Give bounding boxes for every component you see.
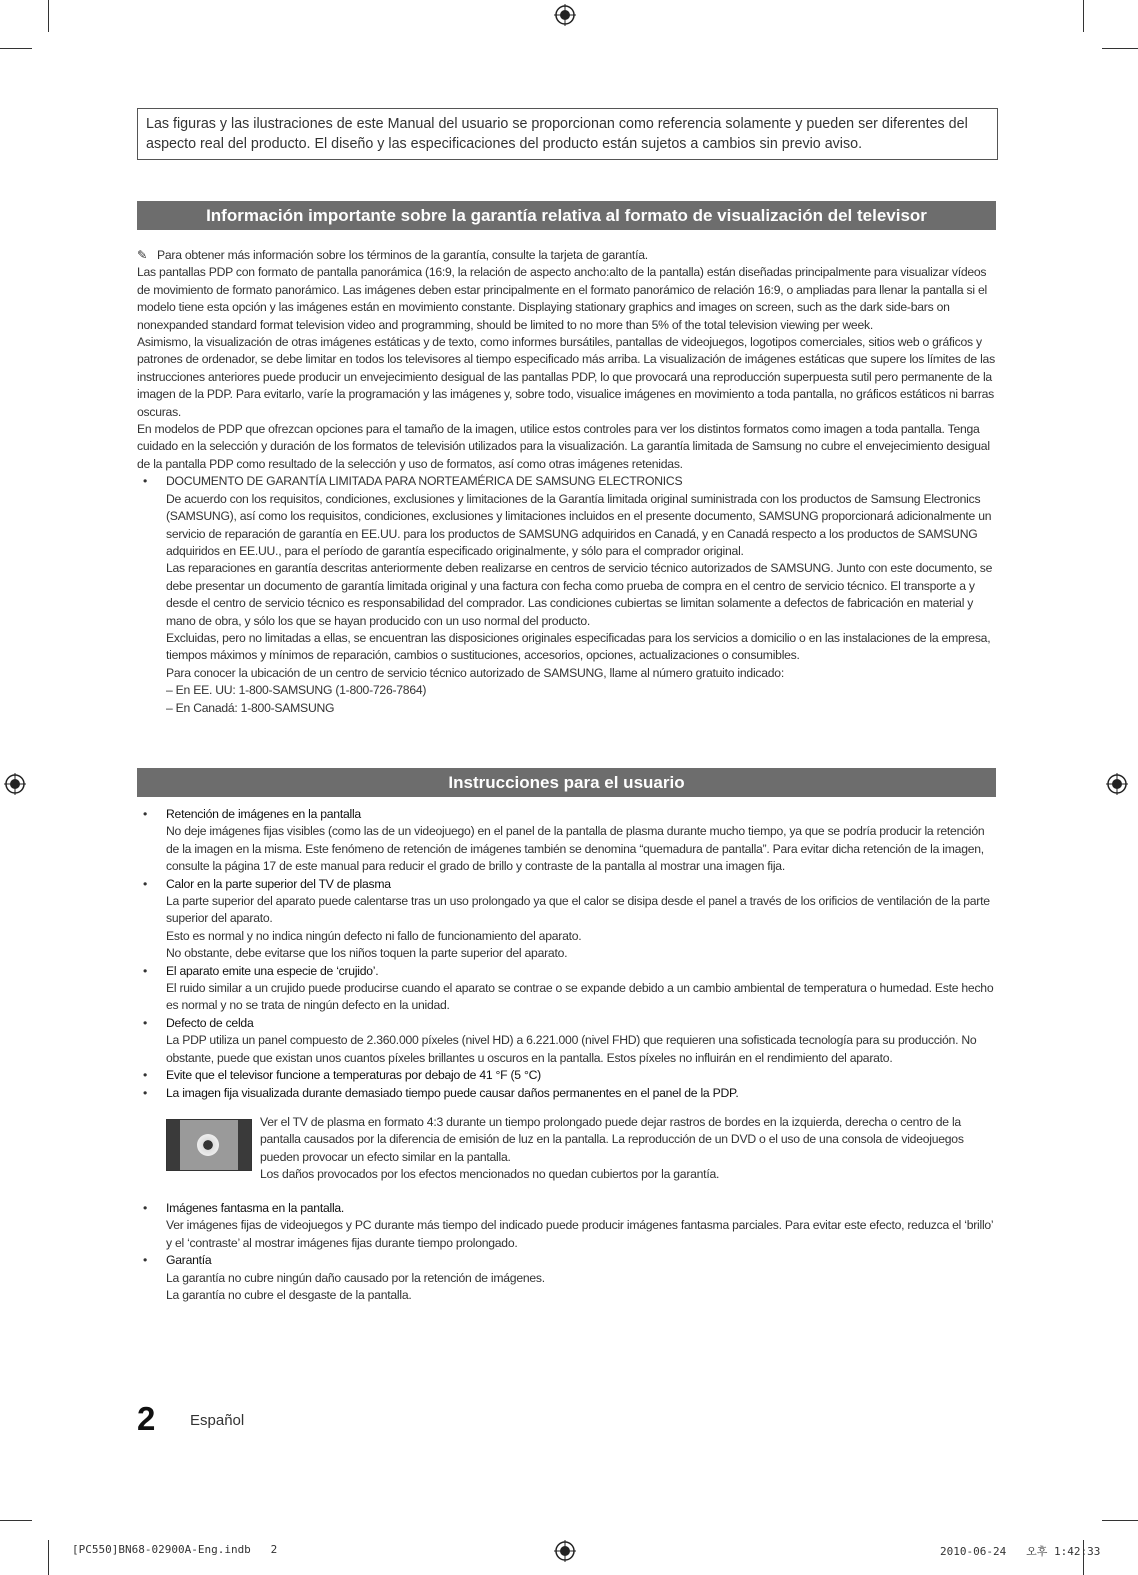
registration-mark-icon: [554, 1540, 576, 1562]
crop-mark: [1102, 1520, 1138, 1521]
item-title: Calor en la parte superior del TV de plasma: [166, 876, 391, 891]
item-title: Imágenes fantasma en la pantalla.: [166, 1200, 345, 1215]
bullet-icon: •: [143, 1085, 148, 1100]
phone-canada: – En Canadá: 1-800-SAMSUNG: [166, 700, 335, 715]
item-body: Ver imágenes fijas de videojuegos y PC durante más tiempo del indicado puede producir imágenes fantasma parciales. Para evitar este efecto, reduzca el ‘brillo’ y el ‘contraste’ al mostrar imágenes fijas durante tiempo prolongado.: [166, 1218, 993, 1250]
bullet-paragraph: Excluidas, pero no limitadas a ellas, se encuentran las disposiciones originales especificadas para los servicios a domicilio o en las instalaciones de la empresa, tiempos máximos y mínimos de reparación, cambios o sustituciones, accesorios, opciones, actualizaciones o consumibles.: [166, 630, 991, 663]
caption-text: Los daños provocados por los efectos mencionados no quedan cubiertos por la garantía.: [260, 1167, 720, 1182]
item-body: La PDP utiliza un panel compuesto de 2.360.000 píxeles (nivel HD) a 6.221.000 (nivel FHD) que requieren una sofisticada tecnología para su producción. No obstante, puede que existan unos cuantos píxeles brillantes u oscuros en la pantalla. Estos píxeles no influirán en el rendimiento del aparato.: [166, 1033, 977, 1065]
bullet-icon: •: [143, 1253, 148, 1268]
item-body: La garantía no cubre el desgaste de la pantalla.: [166, 1287, 412, 1302]
registration-mark-icon: [1106, 773, 1128, 795]
section-heading-user-instructions: Instrucciones para el usuario: [137, 768, 996, 797]
warranty-paragraph: Las pantallas PDP con formato de pantalla panorámica (16:9, la relación de aspecto ancho:alto de la pantalla) están diseñadas principalmente para visualizar vídeos de movimiento de formato panorámico. Las imágenes deben estar principalmente en el formato panorámico de relación 16:9, o ampliadas para llenar la pantalla si el modelo tiene esta opción y las imágenes están en movimiento constante. Displaying stationary graphics and images on screen, such as the dark side-bars on nonexpanded standard format television video and programming, should be limited to no more than 5% of the total television viewing per week.: [137, 265, 987, 332]
bullet-icon: •: [143, 474, 148, 489]
flower-icon: [197, 1134, 219, 1156]
item-title: Retención de imágenes en la pantalla: [166, 807, 361, 821]
phone-us: – En EE. UU: 1-800-SAMSUNG (1-800-726-7864): [166, 683, 427, 698]
bullet-icon: •: [143, 1068, 148, 1083]
bullet-icon: •: [143, 963, 148, 978]
crop-mark: [1102, 48, 1138, 49]
bullet-icon: •: [143, 1015, 148, 1030]
crop-mark: [0, 1520, 32, 1521]
item-body: La garantía no cubre ningún daño causado por la retención de imágenes.: [166, 1270, 545, 1285]
list-item: [137, 1015, 997, 1067]
list-item: [137, 1085, 997, 1102]
crop-mark: [48, 1540, 49, 1575]
item-body: No obstante, debe evitarse que los niños toquen la parte superior del aparato.: [166, 946, 568, 961]
print-file-info: [PC550]BN68-02900A-Eng.indb 2: [72, 1543, 278, 1556]
illustration-caption: [260, 1114, 997, 1184]
bullet-icon: •: [143, 876, 148, 891]
note-line: [137, 247, 997, 264]
item-body: La parte superior del aparato puede calentarse tras un uso prolongado ya que el calor se disipa desde el panel a través de los orificios de ventilación de la parte superior del aparato.: [166, 894, 990, 926]
warranty-paragraph: Asimismo, la visualización de otras imágenes estáticas y de texto, como informes bursátiles, pantallas de videojuegos, logotipos comerciales, sitios web o gráficos y patrones de ordenador, se debe limitar en todos los televisores al tiempo especificado más arriba. La visualización de imágenes estáticas que supere los límites de las instrucciones anteriores puede producir un envejecimiento desigual de las pantallas PDP, lo que provocará una reproducción superpuesta sutil pero permanente de la imagen de la PDP. Para evitarlo, varíe la programación y las imágenes y, sobre todo, visualice imágenes en movimiento a toda pantalla, no gráficos estáticos ni barras oscuras.: [137, 335, 995, 419]
note-text: Para obtener más información sobre los términos de la garantía, consulte la tarjeta de garantía.: [157, 248, 648, 262]
screen-burn-illustration-row: [137, 1114, 997, 1184]
item-body: Esto es normal y no indica ningún defecto ni fallo de funcionamiento del aparato.: [166, 928, 582, 943]
warranty-paragraph: En modelos de PDP que ofrezcan opciones para el tamaño de la imagen, utilice estos controles para ver los distintos formatos como imagen a toda pantalla. Tenga cuidado en la selección y duración de los formatos de televisión utilizados para la visualización. La garantía limitada de Samsung no cubre el envejecimiento desigual de la pantalla PDP como resultado de la selección y uso de formatos, así como otras imágenes retenidas.: [137, 422, 990, 471]
bullet-paragraph: Para conocer la ubicación de un centro de servicio técnico autorizado de SAMSUNG, llame al número gratuito indicado:: [166, 665, 784, 680]
crop-mark: [48, 0, 49, 32]
user-instructions-body: [137, 806, 997, 1304]
item-body: No deje imágenes fijas visibles (como las de un videojuego) en el panel de la pantalla de plasma durante mucho tiempo, ya que se podría producir la retención de la imagen en la misma. Este fenómeno de retención de imágenes también se denomina “quemadura de pantalla”. Para evitar dicha retención de la imagen, consulte la página 17 de este manual para reducir el grado de brillo y contraste de la pantalla al mostrar una imagen fija.: [166, 824, 985, 874]
registration-mark-icon: [554, 4, 576, 26]
item-title: Defecto de celda: [166, 1015, 254, 1030]
item-title: La imagen fija visualizada durante demasiado tiempo puede causar daños permanentes en el panel de la PDP.: [166, 1085, 739, 1100]
caption-text: Ver el TV de plasma en formato 4:3 durante un tiempo prolongado puede dejar rastros de bordes en la izquierda, derecha o centro de la pantalla causados por la diferencia de emisión de luz en la pantalla. La reproducción de un DVD o el uso de una consola de videojuegos pueden provocar un efecto similar en la pantalla.: [260, 1114, 964, 1164]
crop-mark: [0, 48, 32, 49]
bullet-paragraph: Las reparaciones en garantía descritas anteriormente deben realizarse en centros de servicio técnico autorizados de SAMSUNG. Junto con este documento, se debe presentar un documento de garantía limitada original y una factura con fecha como prueba de compra en el centro de servicio técnico. El transporte a y desde el centro de servicio técnico es responsabilidad del comprador. Las condiciones cubiertas se limitan solamente a defectos de fabricación en material y mano de obra, y sólo los que se hayan producido con un uso normal del producto.: [166, 561, 993, 628]
language-label: Español: [190, 1412, 245, 1429]
item-title: El aparato emite una especie de ‘crujido’.: [166, 963, 379, 978]
item-title: Evite que el televisor funcione a temperaturas por debajo de 41 °F (5 °C): [166, 1068, 541, 1083]
item-body: El ruido similar a un crujido puede producirse cuando el aparato se contrae o se expande debido a un cambio ambiental de temperatura o humedad. Este hecho es normal y no se trata de ningún defecto en la unidad.: [166, 981, 994, 1013]
list-item: [137, 1252, 997, 1304]
list-item: [137, 876, 997, 963]
crop-mark: [1083, 0, 1084, 32]
list-item: [137, 473, 997, 717]
registration-mark-icon: [4, 773, 26, 795]
list-item: [137, 963, 997, 1015]
list-item: [137, 1200, 997, 1252]
section-heading-warranty: Información importante sobre la garantía relativa al formato de visualización del televisor: [137, 201, 996, 230]
bullet-title: DOCUMENTO DE GARANTÍA LIMITADA PARA NORTEAMÉRICA DE SAMSUNG ELECTRONICS: [166, 474, 683, 489]
warranty-section-body: [137, 247, 997, 717]
bullet-paragraph: De acuerdo con los requisitos, condiciones, exclusiones y limitaciones de la Garantía limitada original suministrada con los productos de Samsung Electronics (SAMSUNG), así como los requisitos, condiciones, exclusiones y limitaciones incluidos en el presente documento, SAMSUNG proporcionará adicionalmente un servicio de reparación de garantía en EE.UU. para los productos de SAMSUNG adquiridos en Canadá, y en Canadá respecto a los productos de SAMSUNG adquiridos en EE.UU., para el período de garantía especificado originalmente, y sólo para el comprador original.: [166, 491, 992, 558]
tv-screen-image: [166, 1119, 252, 1171]
list-item: [137, 1067, 997, 1084]
bullet-icon: •: [143, 1200, 148, 1215]
page-number: 2: [137, 1400, 156, 1437]
notice-box: Las figuras y las ilustraciones de este Manual del usuario se proporcionan como referencia solamente y pueden ser diferentes del aspecto real del producto. El diseño y las especificaciones del producto están sujetos a cambios sin previo aviso.: [137, 108, 998, 160]
list-item: [137, 806, 997, 876]
item-title: Garantía: [166, 1253, 212, 1268]
print-date-info: 2010-06-24 오후 1:42:33: [940, 1545, 1101, 1558]
bullet-icon: •: [143, 807, 148, 821]
pencil-note-icon: ✎: [137, 248, 147, 262]
